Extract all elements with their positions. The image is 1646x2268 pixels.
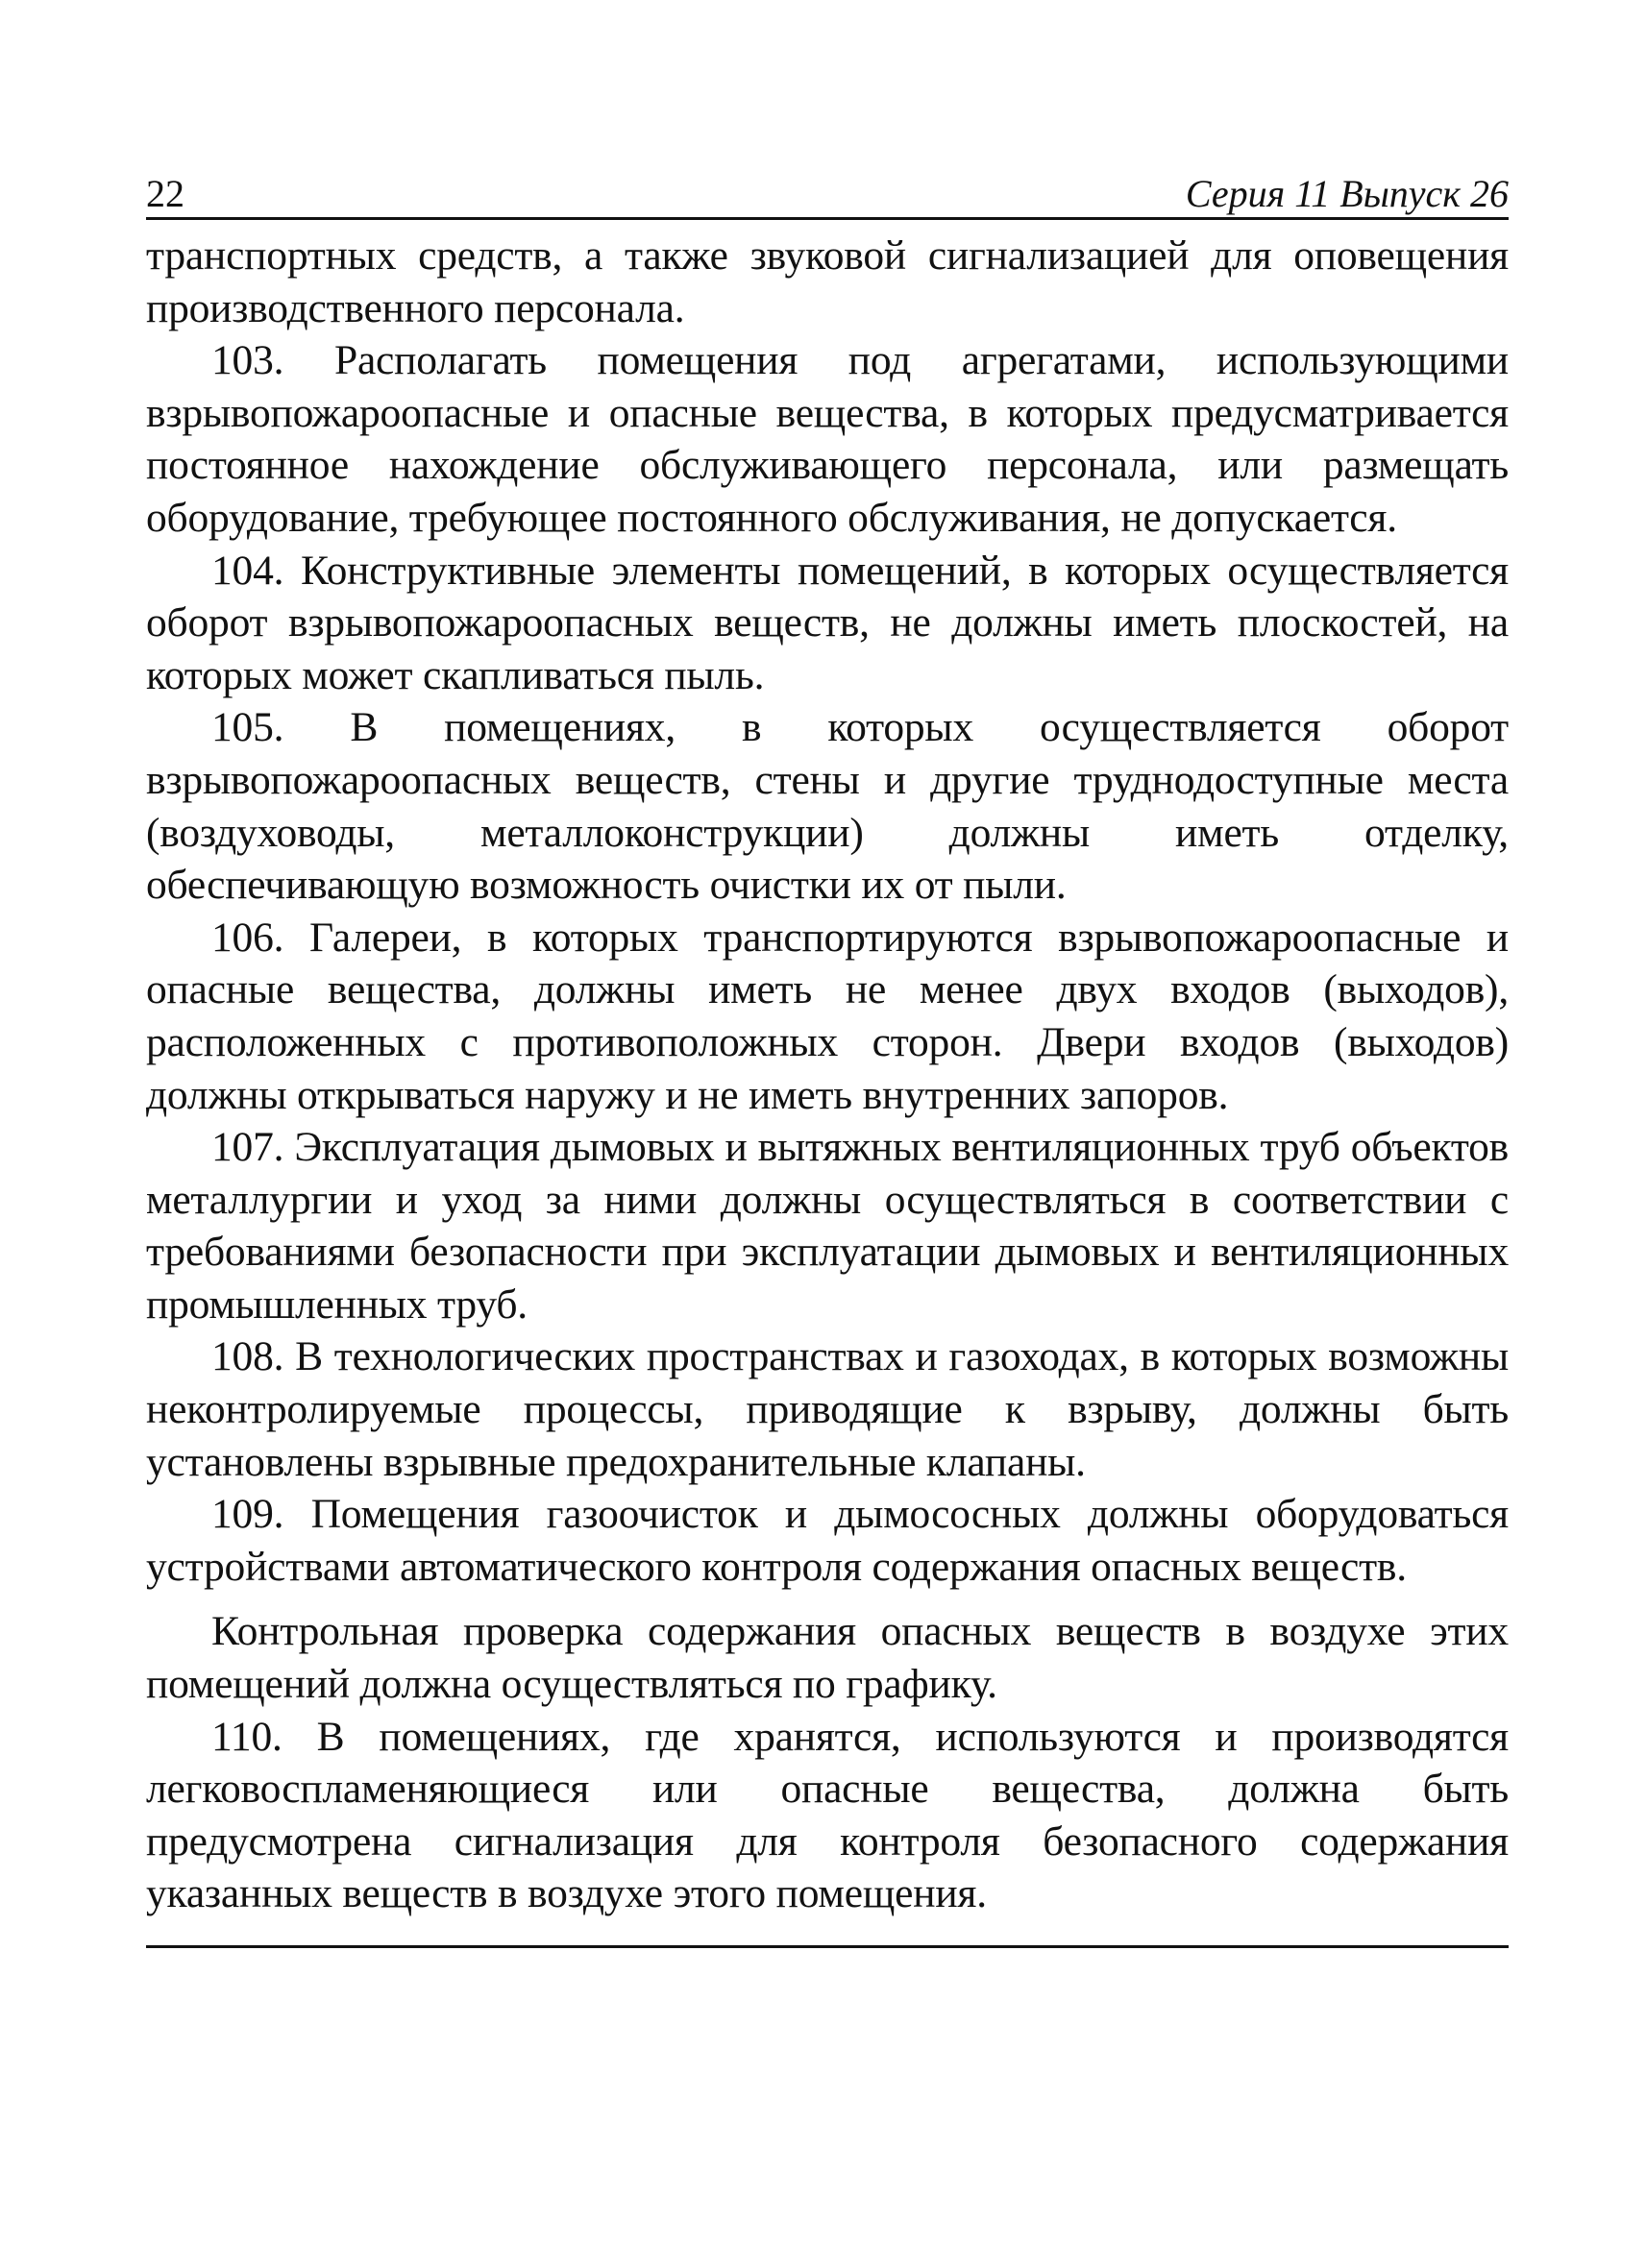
bottom-rule: [146, 1945, 1509, 1948]
paragraph-108: 108. В технологических пространствах и газоходах, в которых возможны неконтролируемые процессы, приводящие к взрыву, должны быть установлены взрывные предохранительные клапаны.: [146, 1333, 1509, 1485]
running-title: Серия 11 Выпуск 26: [1185, 172, 1509, 215]
body-text: [146, 230, 1509, 1920]
paragraph-109: 109. Помещения газоочисток и дымососных должны оборудоваться устройствами автоматического контроля содержания опасных веществ.: [146, 1491, 1509, 1590]
paragraph-104: 104. Конструктивные элементы помещений, в которых осуществляется оборот взрывопожароопасных веществ, не должны иметь плоскостей, на которых может скапливаться пыль.: [146, 547, 1509, 698]
page-number: 22: [146, 172, 184, 215]
paragraph-106: 106. Галереи, в которых транспортируются взрывопожароопасные и опасные вещества, должны иметь не менее двух входов (выходов), расположенных с противоположных сторон. Двери входов (выходов) должны открываться наружу и не иметь внутренних запоров.: [146, 914, 1509, 1118]
book-page: [146, 161, 1509, 1948]
paragraph-107: 107. Эксплуатация дымовых и вытяжных вентиляционных труб объектов металлургии и уход за ними должны осуществляться в соответствии с требованиями безопасности при эксплуатации дымовых и вентиляционных промышленных труб.: [146, 1124, 1509, 1328]
page-header: [146, 161, 1509, 220]
paragraph-105: 105. В помещениях, в которых осуществляется оборот взрывопожароопасных веществ, стены и другие труднодоступные места (воздуховоды, металлоконструкции) должны иметь отделку, обеспечивающую возможность очистки их от пыли.: [146, 704, 1509, 909]
paragraph-110: 110. В помещениях, где хранятся, используются и производятся легковоспламеняющиеся или опасные вещества, должна быть предусмотрена сигнализация для контроля безопасного содержания указанных веществ в воздухе этого помещения.: [146, 1713, 1509, 1917]
paragraph-continuation: транспортных средств, а также звуковой сигнализацией для оповещения производственного персонала.: [146, 232, 1509, 331]
paragraph-109-note: Контрольная проверка содержания опасных веществ в воздухе этих помещений должна осуществляться по графику.: [146, 1608, 1509, 1708]
paragraph-103: 103. Располагать помещения под агрегатами, использующими взрывопожароопасные и опасные вещества, в которых предусматривается постоянное нахождение обслуживающего персонала, или размещать оборудование, требующее постоянного обслуживания, не допускается.: [146, 337, 1509, 541]
